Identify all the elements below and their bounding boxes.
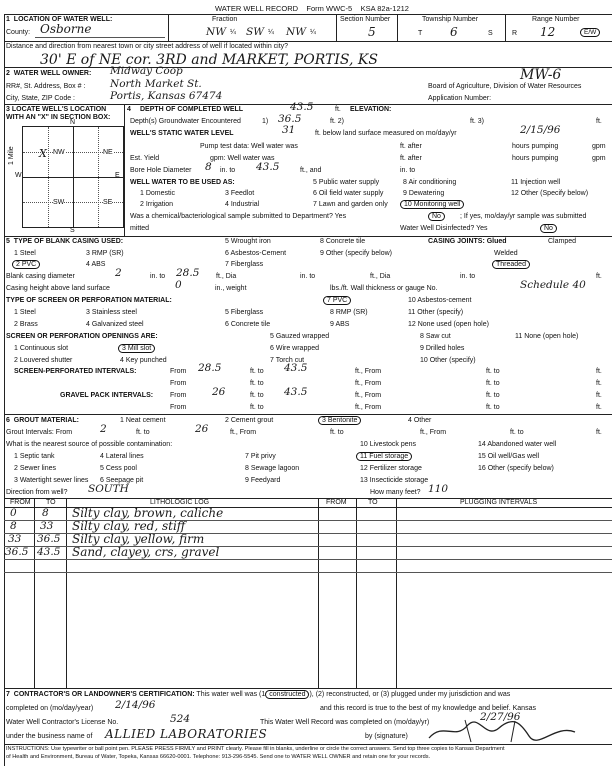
owner-value: Midway Coop <box>110 65 183 77</box>
casing-option[interactable]: 7 Fiberglass <box>225 261 264 268</box>
quarter-mark: ¼ <box>268 29 274 36</box>
distance-label: Distance and direction from nearest town or city street address of well if located within city? <box>6 43 289 50</box>
rule <box>356 498 357 688</box>
mitted-label: mitted <box>130 225 150 232</box>
screen-option[interactable]: 4 Galvanized steel <box>86 321 144 328</box>
yield-label: Est. Yield <box>130 155 160 162</box>
section-6-heading: 6 GROUT MATERIAL: <box>6 417 79 424</box>
casing-option[interactable]: 9 Other (specify below) <box>320 250 392 257</box>
in-to: in. to <box>150 273 166 280</box>
hours-label: hours pumping <box>512 155 559 162</box>
gw-1-label: 1) <box>262 118 269 125</box>
use-option[interactable]: 2 Irrigation <box>140 201 174 208</box>
grout-option[interactable]: 4 Other <box>408 417 432 424</box>
address-value: North Market St. <box>110 78 202 90</box>
log-from-cell: 36.5 <box>5 546 29 558</box>
source-option[interactable]: 3 Watertight sewer lines <box>14 477 89 484</box>
rule <box>34 498 35 688</box>
log-from-cell: 8 <box>10 520 17 532</box>
yield-well-water: gpm: Well water was <box>210 155 275 162</box>
screen-option[interactable]: 5 Fiberglass <box>225 309 264 316</box>
form-number: Form WWC-5 <box>306 4 353 13</box>
to-label: ft. to <box>250 404 264 411</box>
business-label: under the business name of <box>6 733 93 740</box>
disinfect-no-selected[interactable]: No <box>540 224 557 233</box>
from-label: ft., From <box>355 392 382 399</box>
screen-option[interactable]: 6 Concrete tile <box>225 321 271 328</box>
rule <box>4 688 612 689</box>
direction-value: SOUTH <box>88 483 129 495</box>
record-completed-date: 2/27/96 <box>480 711 521 723</box>
quarter-3: NW <box>286 26 306 38</box>
use-option[interactable]: 1 Domestic <box>140 190 176 197</box>
township-value: 6 <box>450 25 458 39</box>
rule <box>4 744 612 745</box>
sw-label: SW <box>53 199 65 206</box>
static-rest: ft. below land surface measured on mo/day/yr <box>315 130 457 137</box>
well-mark-x: X <box>39 147 47 160</box>
from-label: ft., From <box>420 429 447 436</box>
constructed-selected[interactable]: constructed <box>265 690 309 699</box>
joints-welded[interactable]: Welded <box>494 250 518 257</box>
from-label: ft., From <box>355 404 382 411</box>
screen-from-value: 28.5 <box>198 362 222 374</box>
plug-header: PLUGGING INTERVALS <box>460 499 538 506</box>
log-to-cell: 36.5 <box>37 533 61 545</box>
rule <box>66 498 67 688</box>
source-option[interactable]: 2 Sewer lines <box>14 465 57 472</box>
opening-option[interactable]: 11 None (open hole) <box>515 333 579 340</box>
bore-label: Bore Hole Diameter <box>130 167 192 174</box>
casing-option[interactable]: 5 Wrought iron <box>225 238 271 245</box>
record-completed-label: This Water Well Record was completed on (mo/day/yr) <box>260 719 430 726</box>
section-1-heading: 1 LOCATION OF WATER WELL: <box>6 16 113 23</box>
source-option[interactable]: 13 Insecticide storage <box>360 477 429 484</box>
business-value: ALLIED LABORATORIES <box>105 727 268 741</box>
in-to: in. to <box>460 273 476 280</box>
use-label: WELL WATER TO BE USED AS: <box>130 179 235 186</box>
log-litho-header: LITHOLOGIC LOG <box>150 499 210 506</box>
grout-option-selected[interactable]: 3 Bentonite <box>318 416 361 425</box>
casing-dia-to: 28.5 <box>176 267 200 279</box>
section-3-heading: 3 LOCATE WELL'S LOCATION WITH AN "X" IN SECTION BOX: <box>6 106 111 121</box>
gpm-label: gpm <box>592 143 606 150</box>
log-desc-cell: Sand, clayey, crs, gravel <box>72 545 220 559</box>
rule <box>4 414 612 415</box>
east-label: E <box>115 172 120 179</box>
to-label: ft. to <box>250 380 264 387</box>
chem-rest: ; If yes, mo/day/yr sample was submitted <box>460 213 587 220</box>
bore-value: 8 <box>205 161 212 173</box>
chem-no-selected[interactable]: No <box>428 212 445 221</box>
source-option[interactable]: 8 Sewage lagoon <box>245 465 300 472</box>
west-label: W <box>15 172 22 179</box>
from-label: From <box>170 404 187 411</box>
casing-option[interactable]: 1 Steel <box>14 250 36 257</box>
gw-2-label: ft. 2) <box>330 118 345 125</box>
from-label: ft., From <box>355 380 382 387</box>
range-r: R <box>512 30 518 37</box>
casing-option[interactable]: 3 RMP (SR) <box>86 250 124 257</box>
distance-value: 30' E of NE cor. 3RD and MARKET, PORTIS, KS <box>40 52 378 68</box>
mw-id: MW-6 <box>520 67 562 83</box>
gravel-to-value: 43.5 <box>284 386 308 398</box>
use-option[interactable]: 11 Injection well <box>511 179 561 186</box>
rule <box>396 498 397 688</box>
opening-option[interactable]: 4 Key punched <box>120 357 167 364</box>
range-label: Range Number <box>532 16 580 23</box>
true-statement: and this record is true to the best of my knowledge and belief. Kansas <box>320 705 536 712</box>
ft-and: ft., and <box>300 167 322 174</box>
section-5-heading: 5 TYPE OF BLANK CASING USED: <box>6 238 124 245</box>
log-to-cell: 8 <box>42 507 49 519</box>
section-2-heading: 2 WATER WELL OWNER: <box>6 70 92 77</box>
opening-option[interactable]: 8 Saw cut <box>420 333 451 340</box>
to-label: ft. to <box>486 392 500 399</box>
casing-dia-label: Blank casing diameter <box>6 273 75 280</box>
static-label: WELL'S STATIC WATER LEVEL <box>130 130 234 137</box>
screen-option[interactable]: 10 Asbestos-cement <box>408 297 472 304</box>
gpm-label: gpm <box>592 155 606 162</box>
opening-option[interactable]: 9 Drilled holes <box>420 345 465 352</box>
opening-option[interactable]: 7 Torch cut <box>270 357 305 364</box>
to-label: ft. to <box>250 368 264 375</box>
in-to: in. to <box>220 167 236 174</box>
use-option-selected[interactable]: 10 Monitoring well <box>400 200 464 209</box>
rule <box>35 37 165 38</box>
from-label: ft., From <box>355 368 382 375</box>
source-option[interactable]: 4 Lateral lines <box>100 453 144 460</box>
board-label: Board of Agriculture, Division of Water Resources <box>428 83 582 90</box>
instructions-line-1: INSTRUCTIONS: Use typewriter or ball point pen. PLEASE PRESS FIRMLY and PRINT clearly. Please fill in blanks, underline or circle the correct answers. Send top three copies to Kansas Department <box>6 746 505 752</box>
section-number-value: 5 <box>368 25 376 39</box>
height-label: Casing height above land surface <box>6 285 110 292</box>
section-7-heading: 7 CONTRACTOR'S OR LANDOWNER'S CERTIFICATION: This water well was (1 constructed ), (2) reconstructed, or (3) plugged under my jurisdiction and was <box>6 691 511 698</box>
after-label: ft. after <box>400 143 422 150</box>
south-label: S <box>70 227 75 234</box>
completed-label: completed on (mo/day/year) <box>6 705 94 712</box>
grout-option[interactable]: 1 Neat cement <box>120 417 166 424</box>
to-label: ft. to <box>136 429 150 436</box>
feet-value: 110 <box>428 483 449 495</box>
screen-option[interactable]: 12 None used (open hole) <box>408 321 489 328</box>
chem-label: Was a chemical/bacteriological sample submitted to Department? Yes <box>130 213 347 220</box>
source-option[interactable]: 12 Fertilizer storage <box>360 465 422 472</box>
static-date: 2/15/96 <box>520 124 561 136</box>
section-number-label: Section Number <box>340 16 391 23</box>
range-ew: E/W <box>580 28 600 37</box>
bore-to-value: 43.5 <box>256 161 280 173</box>
rule <box>336 14 337 41</box>
mile-label: 1 Mile <box>8 146 15 165</box>
opening-option[interactable]: 1 Continuous slot <box>14 345 69 352</box>
casing-dia-value: 2 <box>115 267 122 279</box>
source-option-selected[interactable]: 11 Fuel storage <box>356 452 412 461</box>
disinfect-label: Water Well Disinfected? Yes <box>400 225 488 232</box>
county-label: County: <box>6 29 31 36</box>
quarter-2: SW <box>246 26 264 38</box>
ft-dia: ft., Dia <box>370 273 391 280</box>
screen-option[interactable]: 3 Stainless steel <box>86 309 137 316</box>
quarter-mark: ¼ <box>230 29 236 36</box>
screen-option[interactable]: 8 RMP (SR) <box>330 309 368 316</box>
gravel-label: GRAVEL PACK INTERVALS: <box>60 392 154 399</box>
township-label: Township Number <box>422 16 479 23</box>
fraction-label: Fraction <box>212 16 238 23</box>
height-value: 0 <box>175 279 182 291</box>
log-from-header: FROM <box>10 499 31 506</box>
ksa-number: KSA 82a-1212 <box>360 4 409 13</box>
weight-label: in., weight <box>215 285 247 292</box>
use-option[interactable]: 3 Feedlot <box>225 190 255 197</box>
gw-1-value: 36.5 <box>278 113 302 125</box>
gauge-value: Schedule 40 <box>520 279 586 291</box>
gauge-label: lbs./ft. Wall thickness or gauge No. <box>330 285 438 292</box>
intervals-label: SCREEN-PERFORATED INTERVALS: <box>14 368 137 375</box>
grout-option[interactable]: 2 Cement grout <box>225 417 274 424</box>
ne-label: NE <box>103 149 113 156</box>
source-option[interactable]: 9 Feedyard <box>245 477 281 484</box>
city-label: City, State, ZIP Code : <box>6 95 75 102</box>
after-label: ft. after <box>400 155 422 162</box>
source-option[interactable]: 6 Seepage pit <box>100 477 144 484</box>
screen-option[interactable]: 2 Brass <box>14 321 38 328</box>
completed-value: 2/14/96 <box>115 699 156 711</box>
ft-unit: ft. <box>596 118 602 125</box>
use-option[interactable]: 8 Air conditioning <box>403 179 457 186</box>
rule <box>168 14 169 41</box>
log-desc-cell: Silty clay, red, stiff <box>72 519 186 533</box>
source-option[interactable]: 5 Cess pool <box>100 465 137 472</box>
from-label: From <box>170 368 187 375</box>
opening-option-selected[interactable]: 3 Mill slot <box>118 344 155 353</box>
ft-unit: ft. <box>596 380 602 387</box>
use-option[interactable]: 12 Other (Specify below) <box>511 190 589 197</box>
use-option[interactable]: 5 Public water supply <box>313 179 380 186</box>
screen-option-selected[interactable]: 7 PVC <box>323 296 351 305</box>
depth-label: DEPTH OF COMPLETED WELL <box>140 106 244 113</box>
opening-option[interactable]: 2 Louvered shutter <box>14 357 73 364</box>
elevation-label: ELEVATION: <box>350 106 392 113</box>
from-label: ft., From <box>230 429 257 436</box>
ft-unit: ft. <box>596 404 602 411</box>
from-label: From <box>170 380 187 387</box>
title-text: WATER WELL RECORD <box>215 4 299 13</box>
log-to-header: TO <box>46 499 56 506</box>
casing-option[interactable]: 4 ABS <box>86 261 106 268</box>
opening-option[interactable]: 6 Wire wrapped <box>270 345 320 352</box>
to-label: ft. to <box>510 429 524 436</box>
pump-label: Pump test data: Well water was <box>200 143 298 150</box>
ft-dia: ft., Dia <box>216 273 237 280</box>
rule <box>4 14 612 15</box>
howmany-label: How many feet? <box>370 489 421 496</box>
plug-from-header: FROM <box>326 499 347 506</box>
casing-option[interactable]: 6 Asbestos-Cement <box>225 250 287 257</box>
north-label: N <box>70 119 76 126</box>
joints-clamped[interactable]: Clamped <box>548 238 577 245</box>
quarter-1: NW <box>206 26 226 38</box>
use-option[interactable]: 9 Dewatering <box>403 190 445 197</box>
use-option[interactable]: 6 Oil field water supply <box>313 190 384 197</box>
signature-label: by (signature) <box>365 733 408 740</box>
to-label: ft. to <box>330 429 344 436</box>
gravel-from-value: 26 <box>212 386 226 398</box>
range-value: 12 <box>540 25 556 39</box>
opening-option[interactable]: 5 Gauzed wrapped <box>270 333 330 340</box>
grout-to-value: 26 <box>195 423 209 435</box>
ft-unit: ft. <box>596 429 602 436</box>
joints-threaded-selected[interactable]: Threaded <box>492 260 530 269</box>
log-desc-cell: Silty clay, brown, caliche <box>72 506 224 520</box>
license-label: Water Well Contractor's License No. <box>6 719 119 726</box>
address-label: RR#, St. Address, Box # : <box>6 83 86 90</box>
use-option[interactable]: 4 Industrial <box>225 201 260 208</box>
log-desc-cell: Silty clay, yellow, firm <box>72 532 205 546</box>
rule <box>4 14 5 766</box>
township-t: T <box>418 30 423 37</box>
hours-label: hours pumping <box>512 143 559 150</box>
county-value: Osborne <box>40 22 92 36</box>
ft-unit: ft. <box>596 368 602 375</box>
source-option[interactable]: 14 Abandoned water well <box>478 441 557 448</box>
from-label: From <box>170 392 187 399</box>
groundwater-label: Depth(s) Groundwater Encountered <box>130 118 241 125</box>
rule <box>4 41 612 42</box>
to-label: ft. to <box>486 404 500 411</box>
ft-unit: ft. <box>596 392 602 399</box>
use-option[interactable]: 7 Lawn and garden only <box>313 201 388 208</box>
to-label: ft. to <box>250 392 264 399</box>
ft-unit: ft. <box>596 273 602 280</box>
gw-3-label: ft. 3) <box>470 118 485 125</box>
source-option[interactable]: 15 Oil well/Gas well <box>478 453 540 460</box>
source-option[interactable]: 7 Pit privy <box>245 453 276 460</box>
direction-label: Direction from well? <box>6 489 68 496</box>
screen-to-value: 43.5 <box>284 362 308 374</box>
static-value: 31 <box>282 124 296 136</box>
section-box[interactable] <box>22 126 124 228</box>
source-option[interactable]: 1 Septic tank <box>14 453 55 460</box>
in-to: in. to <box>300 273 316 280</box>
to-label: ft. to <box>486 380 500 387</box>
se-label: SE <box>103 199 113 206</box>
rule <box>505 14 506 41</box>
screen-label: TYPE OF SCREEN OR PERFORATION MATERIAL: <box>6 297 172 304</box>
quarter-mark: ¼ <box>310 29 316 36</box>
township-s: S <box>488 30 493 37</box>
to-label: ft. to <box>486 368 500 375</box>
nw-label: NW <box>53 149 65 156</box>
joints-label: CASING JOINTS: Glued <box>428 238 507 245</box>
screen-option[interactable]: 11 Other (specify) <box>408 309 464 316</box>
in-to: in. to <box>400 167 416 174</box>
ft-unit: ft. <box>335 106 341 113</box>
rule <box>124 104 125 236</box>
rule <box>4 236 612 237</box>
section-4-heading: 4 <box>127 106 131 113</box>
grout-intervals-label: Grout Intervals: From <box>6 429 73 436</box>
grout-from-value: 2 <box>100 423 107 435</box>
city-value: Portis, Kansas 67474 <box>110 90 223 102</box>
log-from-cell: 0 <box>10 507 17 519</box>
casing-option[interactable]: 8 Concrete tile <box>320 238 366 245</box>
contamination-label: What is the nearest source of possible contamination: <box>6 441 173 448</box>
source-option[interactable]: 10 Livestock pens <box>360 441 417 448</box>
source-option[interactable]: 16 Other (specify below) <box>478 465 554 472</box>
screen-option[interactable]: 1 Steel <box>14 309 36 316</box>
openings-label: SCREEN OR PERFORATION OPENINGS ARE: <box>6 333 158 340</box>
rule <box>318 498 319 688</box>
license-value: 524 <box>170 713 191 725</box>
form-title <box>215 4 409 13</box>
log-to-cell: 33 <box>40 520 54 532</box>
casing-option-selected[interactable]: 2 PVC <box>12 260 40 269</box>
screen-option[interactable]: 9 ABS <box>330 321 350 328</box>
instructions-line-2: of Health and Environment, Bureau of Water, Topeka, Kansas 66620-0001. Telephone: 913-296-5545. Send one to WATER WELL OWNER and retain one for your records. <box>6 754 431 760</box>
opening-option[interactable]: 10 Other (specify) <box>420 357 476 364</box>
log-to-cell: 43.5 <box>37 546 61 558</box>
log-from-cell: 33 <box>8 533 22 545</box>
signature-image <box>425 718 585 744</box>
depth-value: 43.5 <box>290 101 314 113</box>
application-label: Application Number: <box>428 95 492 102</box>
rule <box>397 14 398 41</box>
plug-to-header: TO <box>368 499 378 506</box>
